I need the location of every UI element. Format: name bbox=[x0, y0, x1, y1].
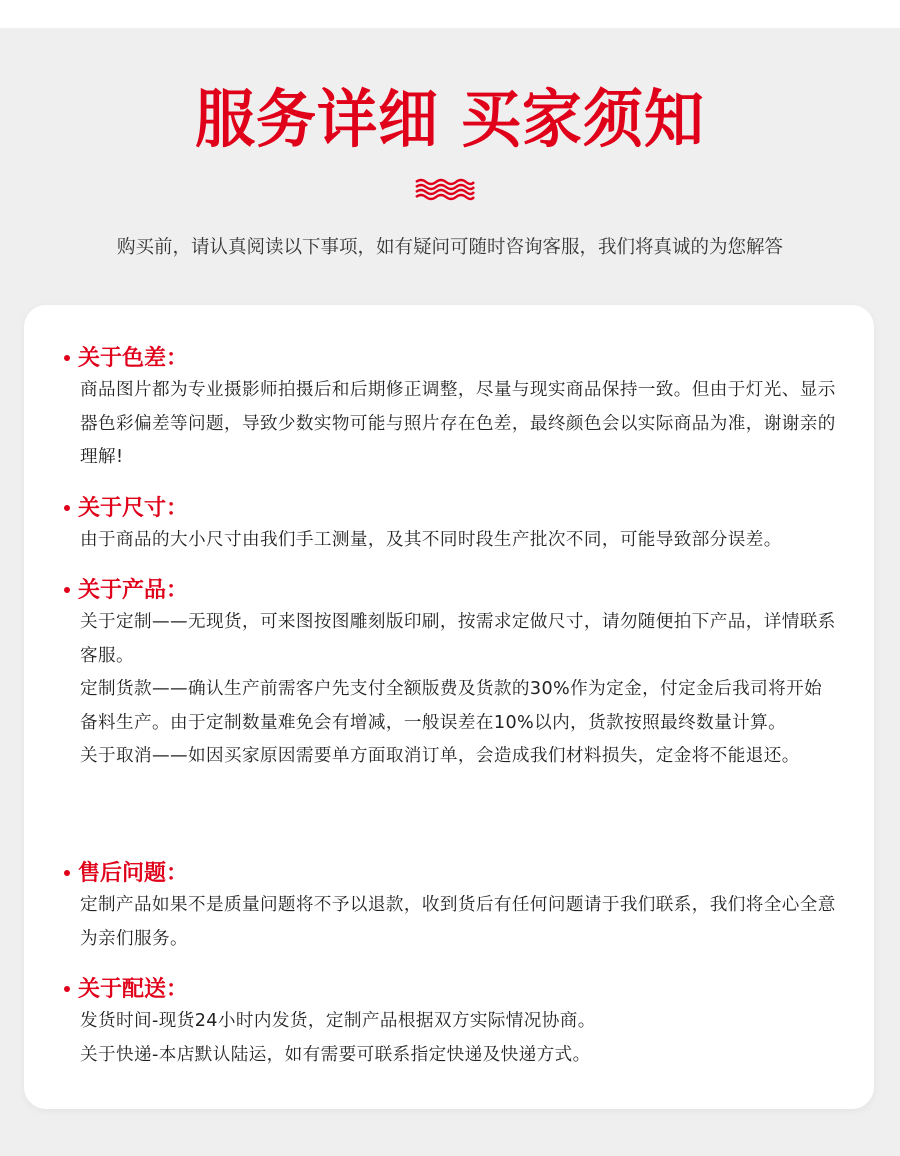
section-paragraph: 关于定制——无现货，可来图按图雕刻版印刷，按需求定做尺寸，请勿随便拍下产品，详情联系客服。 bbox=[80, 612, 836, 666]
section-title: 关于产品： bbox=[78, 578, 189, 603]
section-paragraph: 定制货款——确认生产前需客户先支付全额版费及货款的30%作为定金，付定金后我司将开始备料生产。由于定制数量难免会有增减，一般误差在10%以内，货款按照最终数量计算。 bbox=[80, 679, 823, 733]
section-paragraph: 定制产品如果不是质量问题将不予以退款，收到货后有任何问题请于我们联系，我们将全心全意为亲们服务。 bbox=[80, 895, 836, 949]
section-title: 关于色差： bbox=[78, 346, 189, 371]
section-paragraph: 由于商品的大小尺寸由我们手工测量，及其不同时段生产批次不同，可能导致部分误差。 bbox=[80, 530, 782, 550]
page-title: 服务详细 买家须知 bbox=[195, 83, 705, 157]
section-paragraph: 商品图片都为专业摄影师拍摄后和后期修正调整，尽量与现实商品保持一致。但由于灯光、显示器色彩偏差等问题，导致少数实物可能与照片存在色差，最终颜色会以实际商品为准，谢谢亲的理解! bbox=[80, 380, 836, 467]
section-heading bbox=[58, 494, 838, 524]
section-heading bbox=[58, 975, 838, 1005]
bullet-dot-icon bbox=[64, 505, 70, 511]
section-delivery bbox=[58, 975, 838, 1072]
bullet-dot-icon bbox=[64, 355, 70, 361]
wave-divider-icon bbox=[414, 177, 476, 201]
section-heading bbox=[58, 576, 838, 606]
bullet-dot-icon bbox=[64, 587, 70, 593]
section-size bbox=[58, 494, 838, 558]
section-title: 关于配送： bbox=[78, 977, 189, 1002]
page-subtitle: 购买前，请认真阅读以下事项，如有疑问可随时咨询客服，我们将真诚的为您解答 bbox=[116, 237, 783, 258]
section-color-difference bbox=[58, 344, 838, 475]
section-heading bbox=[58, 859, 838, 889]
bullet-dot-icon bbox=[64, 986, 70, 992]
bullet-dot-icon bbox=[64, 870, 70, 876]
section-after-sales bbox=[58, 859, 838, 956]
section-paragraph: 关于快递-本店默认陆运，如有需要可联系指定快递及快递方式。 bbox=[80, 1044, 591, 1065]
section-title: 售后问题： bbox=[78, 861, 189, 886]
section-title: 关于尺寸： bbox=[78, 496, 189, 521]
section-heading bbox=[58, 344, 838, 374]
section-paragraph: 发货时间-现货24小时内发货，定制产品根据双方实际情况协商。 bbox=[80, 1011, 596, 1031]
section-product bbox=[58, 576, 838, 774]
section-paragraph: 关于取消——如因买家原因需要单方面取消订单，会造成我们材料损失，定金将不能退还。 bbox=[80, 746, 800, 766]
